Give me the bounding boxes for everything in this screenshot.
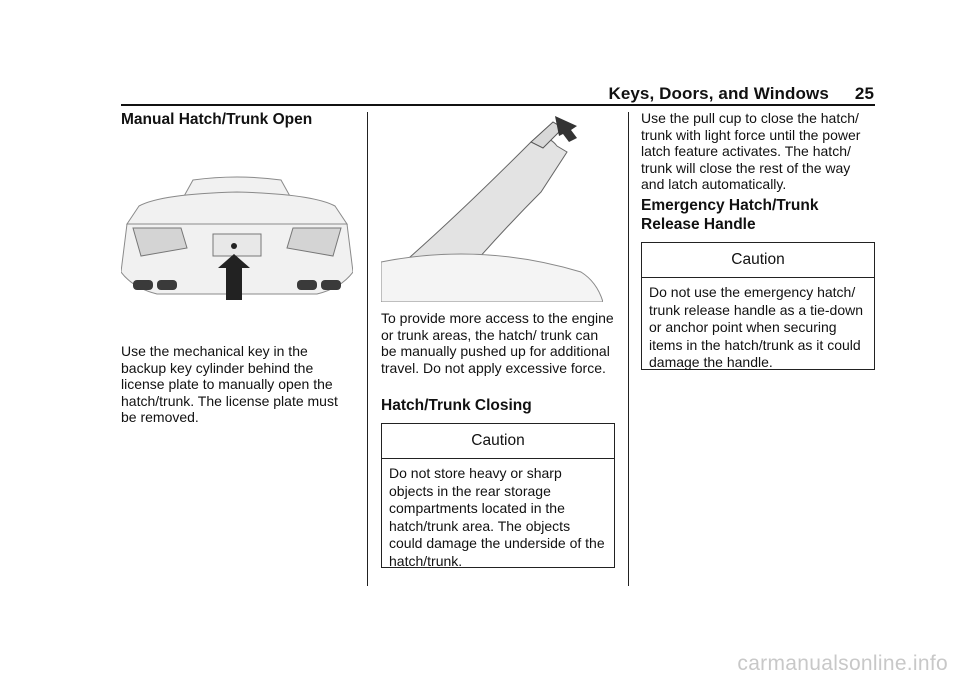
- header-rule: [121, 104, 875, 106]
- page-number: 25: [854, 84, 874, 103]
- open-hatch-illustration: [381, 112, 603, 302]
- body-text: Use the pull cup to close the hatch/ trunk with light force until the power latch feature activates. The hatch/ trunk will close the rest of the way and latch automatically.: [641, 110, 861, 192]
- column-divider: [628, 112, 629, 586]
- section-heading: Emergency Hatch/Trunk Release Handle: [641, 197, 819, 233]
- caution-title: Caution: [642, 243, 874, 278]
- caution-box: [641, 242, 875, 370]
- page-header: [608, 84, 874, 104]
- body-text: Use the mechanical key in the backup key cylinder behind the license plate to manually open the hatch/trunk. The license plate must be removed.: [121, 343, 338, 425]
- rear-car-key-cylinder-illustration: [121, 176, 353, 302]
- caution-text: Do not use the emergency hatch/ trunk release handle as a tie-down or anchor point when securing items in the hatch/trunk as it could damage the handle.: [649, 284, 864, 370]
- caution-title: Caution: [382, 424, 614, 459]
- caution-box: [381, 423, 615, 568]
- body-text: To provide more access to the engine or trunk areas, the hatch/ trunk can be manually pushed up for additional travel. Do not apply excessive force.: [381, 310, 614, 376]
- section-heading: Manual Hatch/Trunk Open: [121, 111, 313, 128]
- caution-text: Do not store heavy or sharp objects in the rear storage compartments located in the hatch/trunk area. The objects could damage the underside of the hatch/trunk.: [389, 465, 605, 569]
- watermark: carmanualsonline.info: [737, 652, 948, 675]
- section-heading: Hatch/Trunk Closing: [381, 397, 532, 414]
- section-title: Keys, Doors, and Windows: [608, 84, 829, 103]
- column-divider: [367, 112, 368, 586]
